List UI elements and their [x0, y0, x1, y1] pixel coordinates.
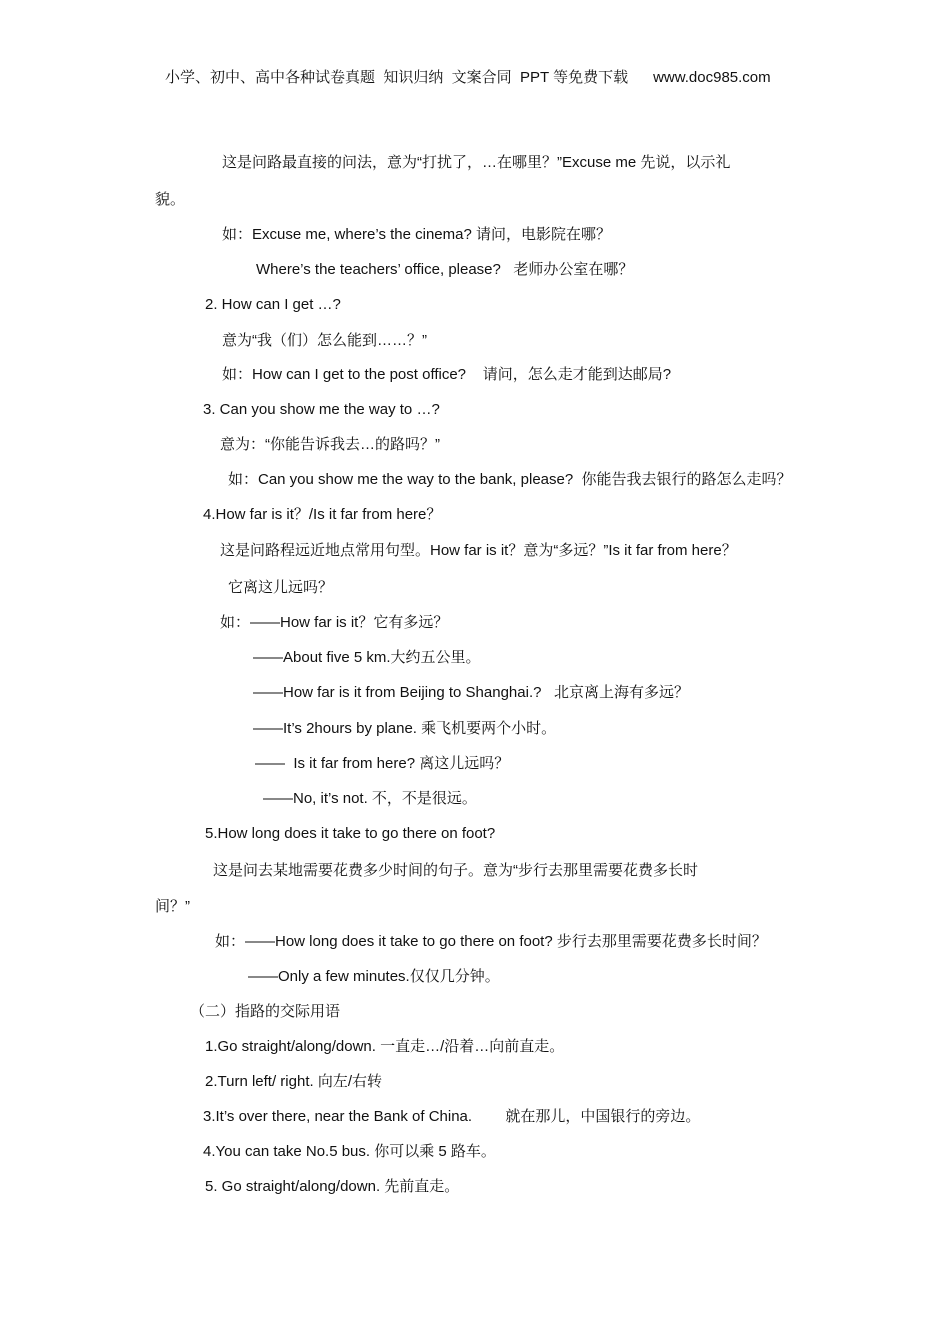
section-heading: 5.How long does it take to go there on foot? [205, 825, 496, 842]
section-heading: 4.How far is it？/Is it far from here？ [203, 506, 442, 523]
text-line: 这是问路程远近地点常用句型。How far is it？意为“多远？”Is it far from here？ [220, 542, 737, 559]
text-line: 它离这儿远吗？ [228, 579, 334, 596]
text-line: 貌。 [155, 191, 186, 208]
text-line: 这是问路最直接的问法，意为“打扰了，…在哪里？”Excuse me 先说，以示礼 [222, 154, 731, 171]
text-line: 4.You can take No.5 bus. 你可以乘 5 路车。 [203, 1143, 496, 1160]
text-line: 2.Turn left/ right. 向左/右转 [205, 1073, 382, 1090]
text-line: ——How far is it from Beijing to Shanghai.? 北京离上海有多远？ [253, 684, 689, 701]
text-line: 意为：“你能告诉我去…的路吗？” [220, 436, 440, 453]
text-line: Where’s the teachers’ office, please? 老师办公室在哪？ [256, 261, 634, 278]
text-line: ——Only a few minutes.仅仅几分钟。 [248, 968, 500, 985]
text-line: 如：Excuse me, where’s the cinema? 请问，电影院在哪？ [222, 226, 611, 243]
text-line: —— Is it far from here? 离这儿远吗？ [255, 755, 510, 772]
section-heading: 2. How can I get …? [205, 296, 341, 313]
text-line: 3.It’s over there, near the Bank of China. 就在那儿，中国银行的旁边。 [203, 1108, 701, 1125]
text-line: 5. Go straight/along/down. 先前直走。 [205, 1178, 460, 1195]
page-header: 小学、初中、高中各种试卷真题 知识归纳 文案合同 PPT 等免费下载 www.doc985.com [165, 69, 771, 86]
section-heading: 3. Can you show me the way to …? [203, 401, 440, 418]
text-line: 如：——How long does it take to go there on foot? 步行去那里需要花费多长时间？ [215, 933, 767, 950]
text-line: 间？” [155, 898, 190, 915]
section-heading: （二）指路的交际用语 [190, 1003, 341, 1020]
text-line: 如：How can I get to the post office? 请问，怎么走才能到达邮局? [222, 366, 672, 383]
text-line: 这是问去某地需要花费多少时间的句子。意为“步行去那里需要花费多长时 [213, 862, 698, 879]
text-line: 如：——How far is it？它有多远？ [220, 614, 449, 631]
text-line: 如：Can you show me the way to the bank, please? 你能告我去银行的路怎么走吗？ [228, 471, 792, 488]
text-line: 1.Go straight/along/down. 一直走…/沿着…向前直走。 [205, 1038, 565, 1055]
text-line: ——About five 5 km.大约五公里。 [253, 649, 481, 666]
text-line: 意为“我（们）怎么能到……？” [222, 332, 427, 349]
text-line: ——No, it’s not. 不，不是很远。 [263, 790, 477, 807]
text-line: ——It’s 2hours by plane. 乘飞机要两个小时。 [253, 720, 557, 737]
